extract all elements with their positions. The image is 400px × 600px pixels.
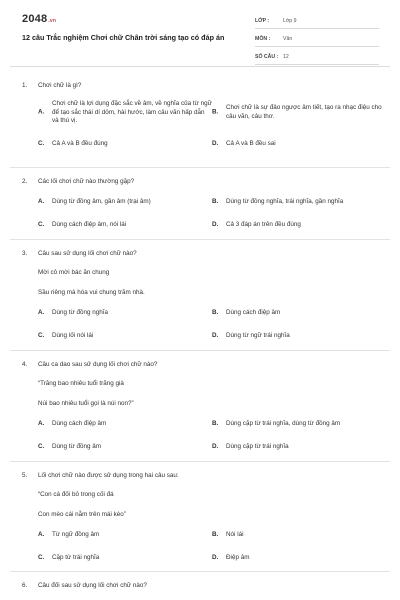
meta-row-class xyxy=(255,14,379,29)
option-b[interactable] xyxy=(212,96,386,130)
option-row xyxy=(38,531,386,540)
question-title xyxy=(22,81,386,90)
option-row xyxy=(38,309,386,318)
option-row xyxy=(38,140,386,149)
option-a[interactable] xyxy=(38,198,212,207)
header-divider xyxy=(10,66,390,67)
option-d[interactable] xyxy=(212,443,386,452)
question-title xyxy=(22,471,386,480)
option-letter: B. xyxy=(212,108,219,116)
option-letter: C. xyxy=(38,553,45,561)
option-text: Dùng từ đồng nghĩa, trái nghĩa, gần nghĩa xyxy=(226,198,344,205)
meta-row-count xyxy=(255,50,379,65)
option-c[interactable] xyxy=(38,443,212,452)
option-text: Dùng từ ngữ trái nghĩa xyxy=(226,331,290,339)
option-letter: D. xyxy=(212,442,219,450)
option-row xyxy=(38,221,386,230)
question-title xyxy=(22,581,386,590)
option-row xyxy=(38,198,386,207)
option-text: Dùng cặp từ trái nghĩa, dùng từ đồng âm xyxy=(226,420,341,427)
options xyxy=(22,420,386,451)
meta-key: MÔN : xyxy=(255,36,271,42)
quote-line: “Trăng bao nhiêu tuổi trăng già xyxy=(38,380,124,387)
question-divider xyxy=(10,350,390,351)
question-4 xyxy=(22,360,386,463)
meta-value: 12 xyxy=(283,54,289,60)
option-c[interactable] xyxy=(38,332,212,341)
option-c[interactable] xyxy=(38,554,212,563)
option-text: Dùng lối nói lái xyxy=(52,331,94,339)
question-title xyxy=(22,177,386,186)
question-number: 4. xyxy=(22,361,28,368)
option-row xyxy=(38,443,386,452)
option-letter: D. xyxy=(212,331,219,339)
option-letter: C. xyxy=(38,442,45,450)
option-letter: B. xyxy=(212,198,219,205)
option-b[interactable] xyxy=(212,531,386,540)
question-number: 6. xyxy=(22,582,28,589)
option-text: Cả 3 đáp án trên đều đúng xyxy=(226,220,301,228)
option-letter: A. xyxy=(38,531,45,538)
question-text: Chơi chữ là gì? xyxy=(38,82,82,89)
page-title: 12 câu Trắc nghiệm Chơi chữ Chân trời sáng tạo có đáp án xyxy=(22,33,225,42)
option-letter: B. xyxy=(212,309,219,316)
option-text: Dùng cặp từ trái nghĩa xyxy=(226,442,289,450)
option-d[interactable] xyxy=(212,554,386,563)
question-3 xyxy=(22,249,386,352)
option-text: Nói lái xyxy=(226,531,244,538)
option-a[interactable] xyxy=(38,96,212,130)
option-letter: A. xyxy=(38,198,45,205)
option-text: Dùng cách điệp âm, nói lái xyxy=(52,220,127,228)
options xyxy=(22,96,386,149)
meta-value: Lớp 9 xyxy=(283,18,297,24)
option-d[interactable] xyxy=(212,140,386,149)
option-letter: C. xyxy=(38,220,45,228)
option-c[interactable] xyxy=(38,140,212,149)
option-row xyxy=(38,554,386,563)
option-a[interactable] xyxy=(38,420,212,429)
question-divider xyxy=(10,571,390,572)
option-letter: D. xyxy=(212,220,219,228)
question-text: Các lối chơi chữ nào thường gặp? xyxy=(38,178,135,185)
option-letter: A. xyxy=(38,309,45,316)
option-text: Cả A và B đều đúng xyxy=(52,140,108,147)
option-b[interactable] xyxy=(212,309,386,318)
option-text: Cả A và B đều sai xyxy=(226,140,276,147)
quote-line: Sầu riêng mà hóa vui chung trăm nhà. xyxy=(38,289,145,296)
question-text: Câu đối sau sử dụng lối chơi chữ nào? xyxy=(38,582,147,589)
question-text: Lối chơi chữ nào được sử dụng trong hai câu sau: xyxy=(38,472,179,479)
question-number: 1. xyxy=(22,82,28,89)
question-divider xyxy=(10,239,390,240)
option-b[interactable] xyxy=(212,198,386,207)
logo-text: 2048 xyxy=(22,13,48,25)
question-6 xyxy=(22,581,386,590)
option-text: Chơi chữ là sự đảo ngược âm tiết, tạo ra nhạc điệu cho câu văn, câu thơ. xyxy=(226,104,382,120)
question-text: Câu ca dao sau sử dụng lối chơi chữ nào? xyxy=(38,361,158,368)
question-text: Câu sau sử dụng lối chơi chữ nào? xyxy=(38,250,137,257)
option-row xyxy=(38,332,386,341)
question-2 xyxy=(22,177,386,241)
option-text: Dùng cách điệp âm xyxy=(226,309,281,316)
meta-key: SỐ CÂU : xyxy=(255,54,279,60)
option-letter: D. xyxy=(212,553,219,561)
quote-line: Con mèo cái nằm trên mái kèo” xyxy=(38,511,126,518)
option-text: Dùng từ đồng nghĩa xyxy=(52,309,109,316)
logo-suffix: .vn xyxy=(48,18,57,24)
option-text: Điệp âm xyxy=(226,553,250,561)
question-number: 3. xyxy=(22,250,28,257)
quote-line: “Con cá đối bỏ trong cối đá xyxy=(38,491,114,498)
question-title xyxy=(22,249,386,258)
option-letter: B. xyxy=(212,420,219,427)
option-text: Từ ngữ đồng âm xyxy=(52,531,100,538)
option-d[interactable] xyxy=(212,221,386,230)
option-a[interactable] xyxy=(38,531,212,540)
option-text: Chơi chữ là lợi dụng đặc sắc về âm, về nghĩa của từ ngữ để tạo sắc thái dí dỏm, hài hước, làm câu văn hấp dẫn và thú vị. xyxy=(52,100,212,125)
meta-row-subject xyxy=(255,32,379,47)
option-letter: C. xyxy=(38,331,45,339)
options xyxy=(22,531,386,562)
header xyxy=(0,0,400,62)
question-number: 5. xyxy=(22,472,28,479)
question-number: 2. xyxy=(22,178,28,185)
option-d[interactable] xyxy=(212,332,386,341)
quote-line: Mời cô mời bác ăn chung xyxy=(38,269,110,276)
option-letter: B. xyxy=(212,531,219,538)
options xyxy=(22,198,386,229)
question-title xyxy=(22,360,386,369)
option-letter: A. xyxy=(38,420,45,427)
option-text: Dùng từ đồng âm, gần âm (trại âm) xyxy=(52,198,151,205)
option-b[interactable] xyxy=(212,420,386,429)
option-a[interactable] xyxy=(38,309,212,318)
option-text: Dùng cách điệp âm xyxy=(52,420,107,427)
meta-value: Văn xyxy=(283,36,293,42)
quote-line: Núi bao nhiêu tuổi gọi là núi non?” xyxy=(38,400,134,407)
option-letter: D. xyxy=(212,140,219,147)
option-row xyxy=(38,420,386,429)
option-letter: C. xyxy=(38,140,45,147)
question-divider xyxy=(10,167,390,168)
options xyxy=(22,309,386,340)
meta-info xyxy=(255,14,379,68)
meta-key: LỚP : xyxy=(255,18,270,24)
option-row xyxy=(38,96,386,130)
question-5 xyxy=(22,471,386,574)
question-divider xyxy=(10,461,390,462)
option-text: Cặp từ trái nghĩa xyxy=(52,553,100,561)
option-c[interactable] xyxy=(38,221,212,230)
option-text: Dùng từ đồng âm xyxy=(52,442,102,450)
question-1 xyxy=(22,81,386,161)
option-letter: A. xyxy=(38,108,45,116)
site-logo[interactable] xyxy=(22,13,56,25)
